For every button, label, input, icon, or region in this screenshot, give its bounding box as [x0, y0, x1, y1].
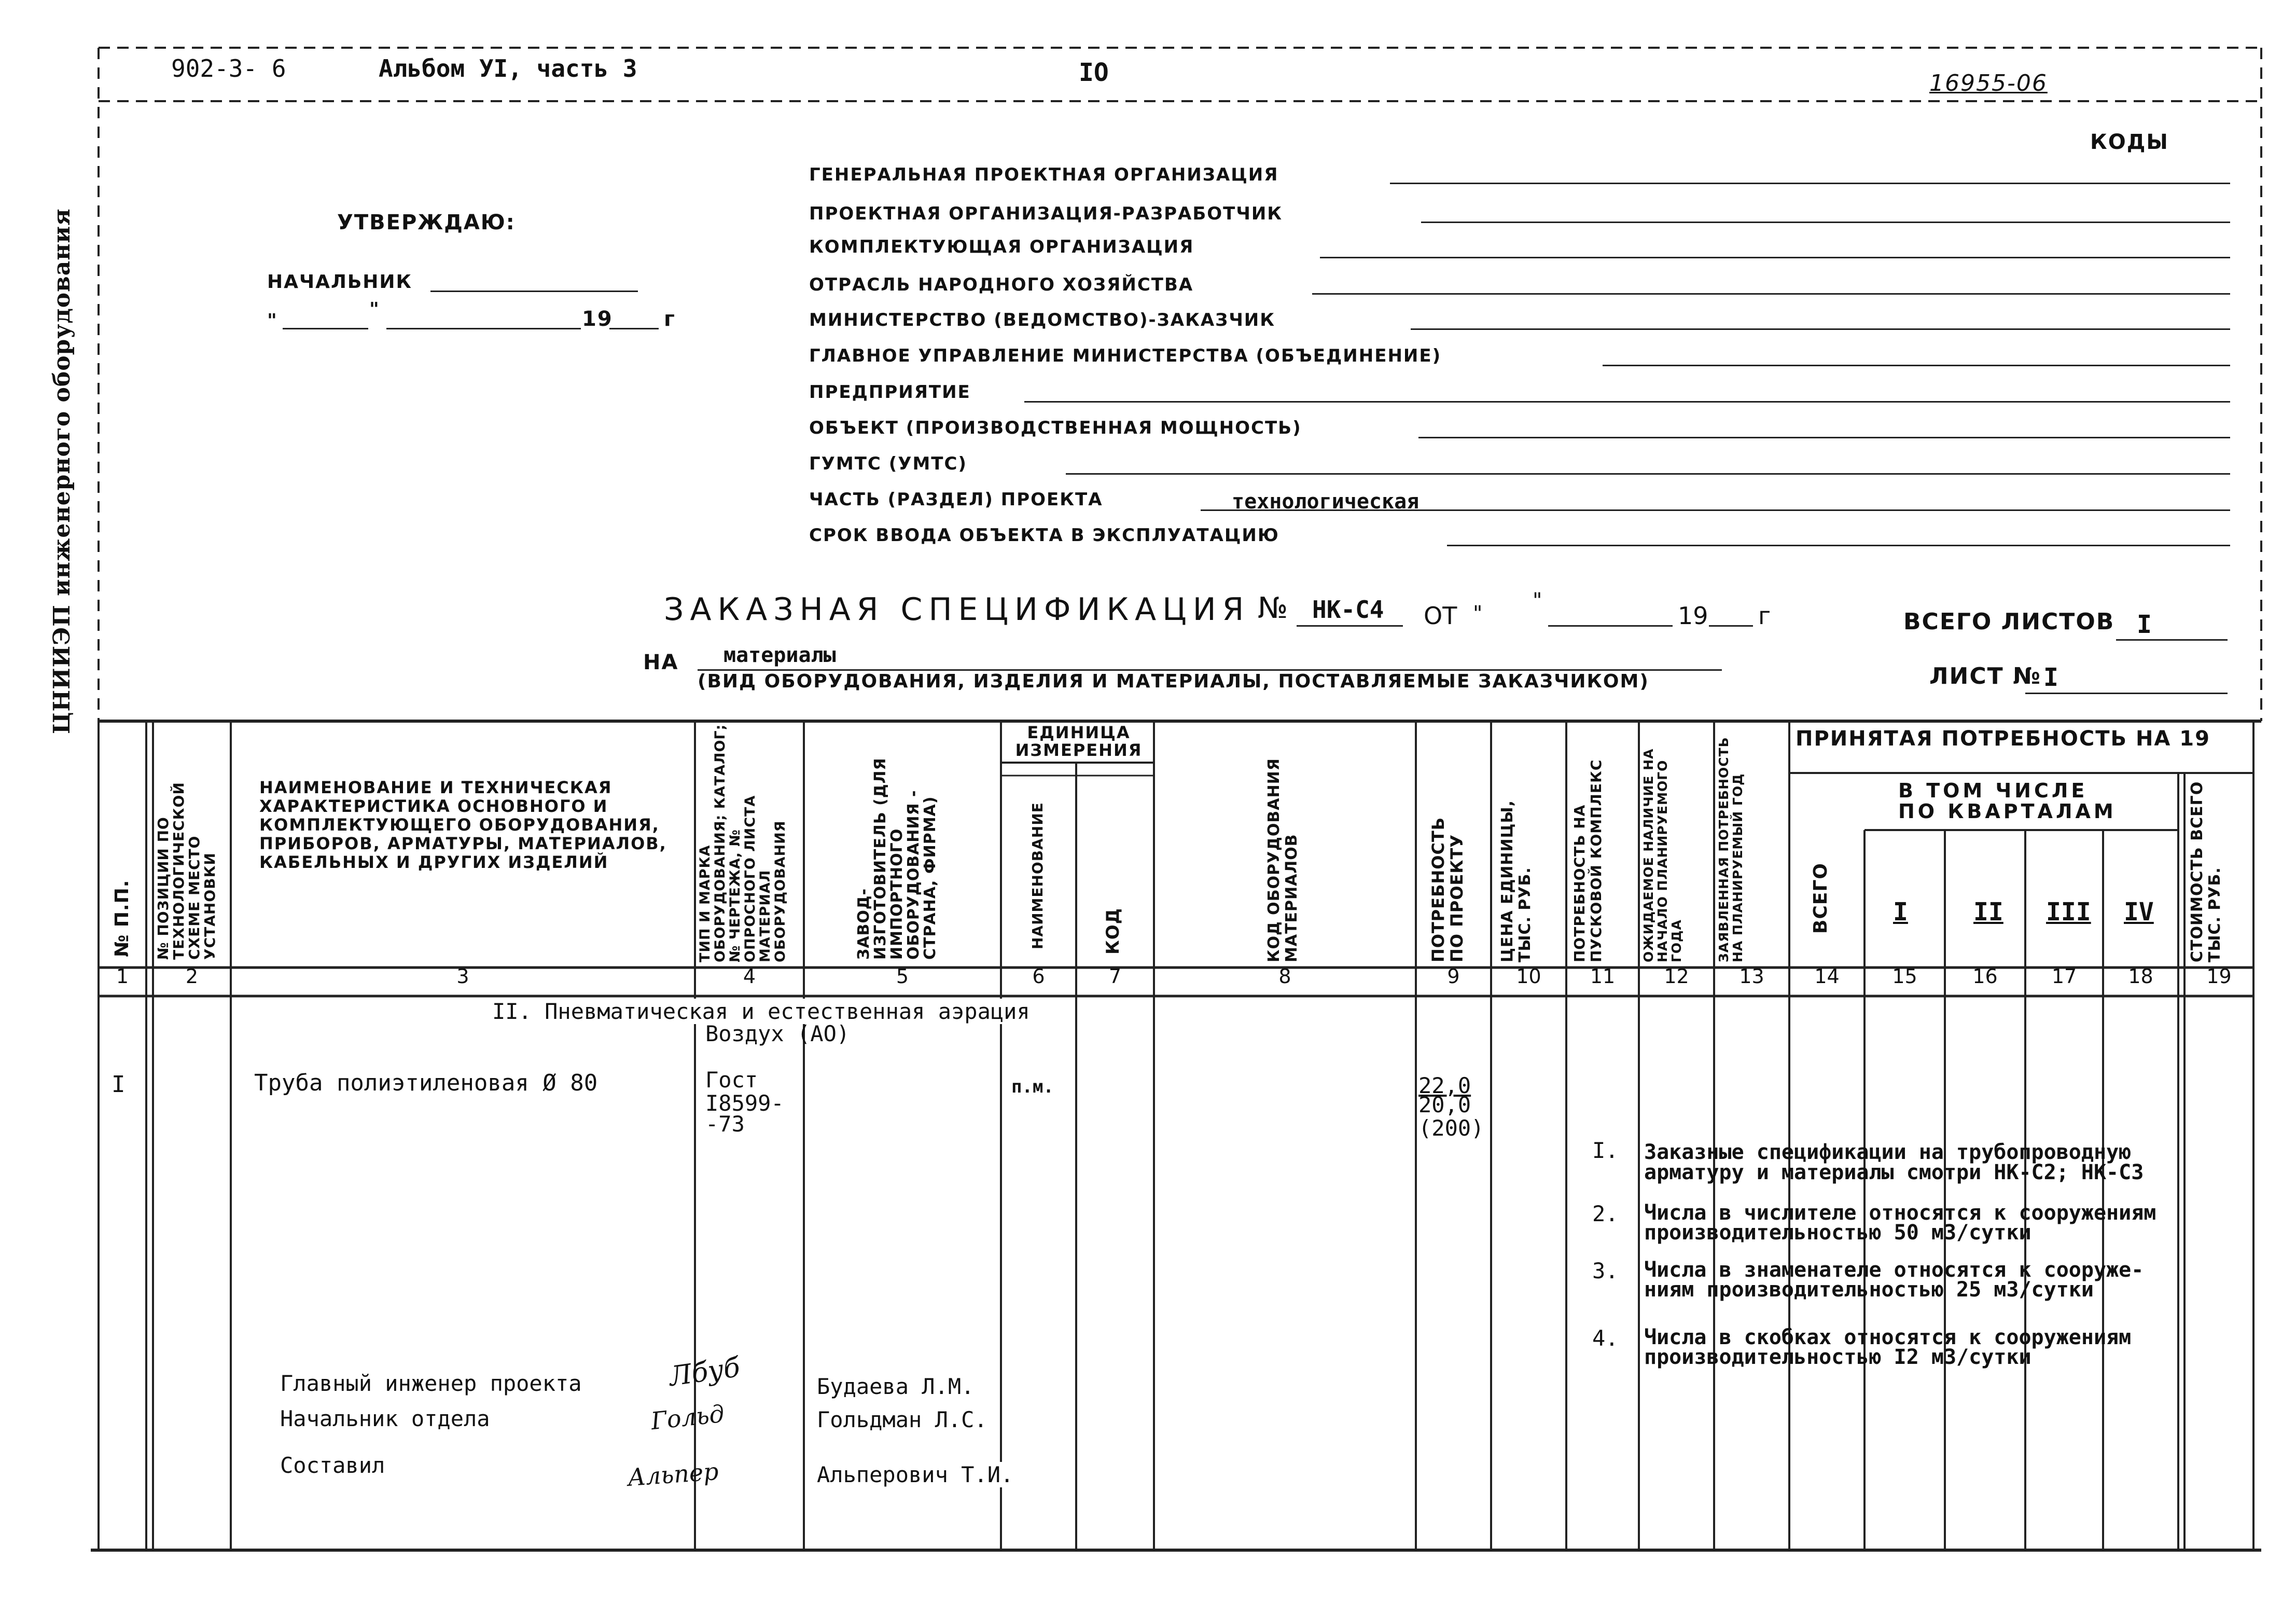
unit-group-header: ЕДИНИЦА ИЗМЕРЕНИЯ: [1015, 723, 1143, 760]
page-number: IO: [1079, 58, 1109, 87]
date-month-line: [386, 328, 581, 329]
col-header-10: ЦЕНА ЕДИНИЦЫ, ТЫС. РУБ.: [1498, 800, 1534, 962]
spec-number-label: №: [1258, 591, 1288, 625]
signature-name: Альперович Т.И.: [817, 1462, 1014, 1487]
col-header-16: II: [1973, 897, 2003, 927]
signature-role: Главный инженер проекта: [280, 1371, 582, 1396]
col-header-5: ЗАВОД-ИЗГОТОВИТЕЛЬ (ДЛЯ ИМПОРТНОГО ОБОРУДОВАНИЯ - СТРАНА, ФИРМА): [855, 757, 939, 960]
col-header-12: ОЖИДАЕМОЕ НАЛИЧИЕ НА НАЧАЛО ПЛАНИРУЕМОГО ГОДА: [1641, 748, 1684, 962]
spec-mid-quote: ": [1533, 589, 1542, 613]
spec-subject-caption: (ВИД ОБОРУДОВАНИЯ, ИЗДЕЛИЯ И МАТЕРИАЛЫ, ПОСТАВЛЯЕМЫЕ ЗАКАЗЧИКОМ): [698, 671, 1649, 692]
row-qty-1: 22,0: [1418, 1073, 1471, 1098]
note-line: Числа в скобках относятся к сооружениям: [1644, 1325, 2132, 1349]
col-number: 15: [1892, 965, 1917, 988]
accepted-group-header: ПРИНЯТАЯ ПОТРЕБНОСТЬ НА 19: [1796, 727, 2210, 751]
org-field-label: ГЕНЕРАЛЬНАЯ ПРОЕКТНАЯ ОРГАНИЗАЦИЯ: [809, 164, 1279, 185]
spec-subject: материалы: [723, 643, 836, 667]
spec-date-line: [1548, 625, 1673, 627]
total-sheets: I: [2137, 610, 2152, 639]
row-name: Труба полиэтиленовая Ø 80: [254, 1070, 598, 1096]
org-field-label: КОМПЛЕКТУЮЩАЯ ОРГАНИЗАЦИЯ: [809, 237, 1194, 257]
year-line: [609, 328, 659, 329]
date-open-quote: ": [267, 310, 278, 332]
col-header-8: КОД ОБОРУДОВАНИЯ МАТЕРИАЛОВ: [1265, 758, 1301, 962]
col-header-19: СТОИМОСТЬ ВСЕГО ТЫС. РУБ.: [2188, 781, 2224, 962]
col-header-7: КОД: [1103, 908, 1123, 955]
note-line: Числа в знаменателе относятся к сооруже-: [1644, 1258, 2144, 1282]
col-number: 10: [1516, 965, 1541, 988]
col-number: 1: [116, 965, 129, 988]
note-line: производительностью I2 м3/сутки: [1644, 1345, 2031, 1369]
org-field-line: [1603, 365, 2230, 366]
chief-label: НАЧАЛЬНИК: [267, 271, 412, 293]
col-header-6: НАИМЕНОВАНИЕ: [1029, 802, 1046, 949]
col-number: 7: [1108, 965, 1122, 988]
col-header-4: ТИП И МАРКА ОБОРУДОВАНИЯ; КАТАЛОГ; № ЧЕРТЕЖА, № ОПРОСНОГО ЛИСТА МАТЕРИАЛ ОБОРУДОВАНИЯ: [697, 724, 788, 962]
col-number: 5: [896, 965, 909, 988]
col-header-9: ПОТРЕБНОСТЬ ПО ПРОЕКТУ: [1428, 817, 1467, 962]
org-field-line: [1390, 183, 2230, 184]
year-suffix: г: [664, 307, 676, 331]
album-label: Альбом УI, часть 3: [379, 54, 637, 82]
col-header-14: ВСЕГО: [1810, 863, 1831, 934]
signature-role: Начальник отдела: [280, 1406, 490, 1431]
org-field-label: СРОК ВВОДА ОБЪЕКТА В ЭКСПЛУАТАЦИЮ: [809, 525, 1279, 546]
col-header-3: НАИМЕНОВАНИЕ И ТЕХНИЧЕСКАЯ ХАРАКТЕРИСТИКА ОСНОВНОГО И КОМПЛЕКТУЮЩЕГО ОБОРУДОВАНИЯ, ПРИБОРОВ, АРМАТУРЫ, МАТЕРИАЛОВ, КАБЕЛЬНЫХ И ДРУГИХ ИЗДЕЛИЙ: [259, 778, 667, 872]
note-num: 2.: [1592, 1201, 1619, 1226]
col-number: 19: [2206, 965, 2232, 988]
org-field-line: [1066, 473, 2230, 475]
spec-on-label: НА: [643, 651, 679, 674]
org-field-line: [1411, 328, 2230, 330]
signature-name: Будаева Л.М.: [817, 1374, 975, 1399]
including-header: В ТОМ ЧИСЛЕ: [1898, 779, 2088, 802]
col-number: 11: [1590, 965, 1616, 988]
col-number: 17: [2051, 965, 2077, 988]
spec-number: НК-С4: [1312, 596, 1384, 624]
doc-code: 902-3- 6: [171, 54, 286, 82]
org-field-value: технологическая: [1232, 490, 1420, 514]
spec-from-label: ОТ: [1424, 602, 1457, 630]
total-sheets-line: [2116, 639, 2228, 641]
org-field-line: [1312, 293, 2230, 295]
side-stamp: ЦНИИЭП инженерного оборудования: [49, 208, 75, 734]
section-title: II. Пневматическая и естественная аэрация: [490, 999, 1032, 1024]
note-line: Заказные спецификации на трубопроводную: [1644, 1140, 2132, 1164]
col-number: 4: [743, 965, 756, 988]
note-line: арматуру и материалы смотри НК-С2; НК-С3: [1644, 1161, 2144, 1184]
sheet-line: [2025, 693, 2228, 694]
org-field-label: ОБЪЕКТ (ПРОИЗВОДСТВЕННАЯ МОЩНОСТЬ): [809, 418, 1302, 438]
spec-open-quote: ": [1473, 602, 1483, 626]
signature-name: Гольдман Л.С.: [817, 1407, 987, 1432]
signature-mark: Лбуб: [667, 1351, 742, 1393]
note-num: 3.: [1592, 1258, 1619, 1283]
sheet-number: I: [2043, 663, 2058, 692]
row-qty-2: 20,0: [1418, 1092, 1471, 1117]
note-line: ниям производительностью 25 м3/сутки: [1644, 1278, 2094, 1302]
org-field-line: [1421, 222, 2230, 223]
org-field-line: [1024, 401, 2230, 403]
col-number: 9: [1447, 965, 1460, 988]
section-subtitle: Воздух (АО): [705, 1021, 850, 1046]
spec-title: ЗАКАЗНАЯ СПЕЦИФИКАЦИЯ: [664, 591, 1250, 628]
year-label: 19: [582, 307, 613, 331]
approval-title: УТВЕРЖДАЮ:: [337, 211, 516, 234]
spec-year: 19: [1678, 602, 1708, 630]
org-field-line: [1320, 257, 2230, 258]
note-line: производительностью 50 м3/сутки: [1644, 1221, 2031, 1245]
col-header-17: III: [2046, 897, 2091, 927]
col-header-1: № П.П.: [112, 879, 133, 957]
col-header-15: I: [1893, 897, 1908, 927]
by-quarters-header: ПО КВАРТАЛАМ: [1898, 800, 2117, 823]
codes-label: КОДЫ: [2090, 130, 2169, 154]
org-field-line: [1201, 509, 2230, 511]
col-number: 6: [1032, 965, 1045, 988]
col-number: 13: [1739, 965, 1764, 988]
row-unit: п.м.: [1011, 1076, 1054, 1097]
row-type-1: Гост: [705, 1067, 758, 1093]
row-num: I: [112, 1071, 126, 1098]
col-number: 8: [1278, 965, 1291, 988]
row-type-2: I8599-: [705, 1090, 784, 1116]
date-day-line: [283, 328, 368, 329]
chief-line: [430, 291, 638, 292]
col-number: 16: [1972, 965, 1998, 988]
col-number: 18: [2128, 965, 2153, 988]
note-num: 4.: [1592, 1325, 1619, 1351]
col-header-11: ПОТРЕБНОСТЬ НА ПУСКОВОЙ КОМПЛЕКС: [1571, 759, 1605, 962]
spec-number-line: [1297, 625, 1403, 627]
col-number: 3: [456, 965, 469, 988]
row-type-3: -73: [705, 1111, 745, 1137]
signature-mark: Гольд: [649, 1399, 726, 1435]
org-field-label: ГУМТС (УМТС): [809, 453, 967, 474]
org-field-label: ЧАСТЬ (РАЗДЕЛ) ПРОЕКТА: [809, 489, 1103, 510]
total-sheets-label: ВСЕГО ЛИСТОВ: [1903, 609, 2115, 635]
org-field-line: [1418, 437, 2230, 438]
col-number: 14: [1814, 965, 1840, 988]
sheet-label: ЛИСТ №: [1929, 663, 2041, 689]
org-field-label: МИНИСТЕРСТВО (ВЕДОМСТВО)-ЗАКАЗЧИК: [809, 310, 1276, 330]
date-mid-quote: ": [369, 299, 380, 320]
col-number: 12: [1664, 965, 1689, 988]
signature-mark: Альпер: [627, 1457, 720, 1492]
org-field-label: ПРЕДПРИЯТИЕ: [809, 382, 971, 403]
org-field-label: ПРОЕКТНАЯ ОРГАНИЗАЦИЯ-РАЗРАБОТЧИК: [809, 203, 1283, 224]
signature-role: Составил: [280, 1453, 385, 1478]
spec-year-suffix: г: [1758, 602, 1771, 630]
col-number: 2: [185, 965, 199, 988]
org-field-line: [1447, 545, 2230, 546]
archive-number: 16955-06: [1929, 70, 2048, 96]
note-num: I.: [1592, 1138, 1619, 1163]
col-header-2: № ПОЗИЦИИ ПО ТЕХНОЛОГИЧЕСКОЙ СХЕМЕ МЕСТО УСТАНОВКИ: [155, 782, 218, 960]
row-qty-3: (200): [1418, 1115, 1484, 1141]
col-header-13: ЗАЯВЛЕННАЯ ПОТРЕБНОСТЬ НА ПЛАНИРУЕМЫЙ ГОД: [1716, 737, 1745, 962]
org-field-label: ГЛАВНОЕ УПРАВЛЕНИЕ МИНИСТЕРСТВА (ОБЪЕДИНЕНИЕ): [809, 346, 1442, 366]
spec-year-line: [1709, 625, 1753, 627]
note-line: Числа в числителе относятся к сооружениям: [1644, 1201, 2156, 1225]
col-header-18: IV: [2124, 897, 2154, 927]
org-field-label: ОТРАСЛЬ НАРОДНОГО ХОЗЯЙСТВА: [809, 274, 1194, 295]
